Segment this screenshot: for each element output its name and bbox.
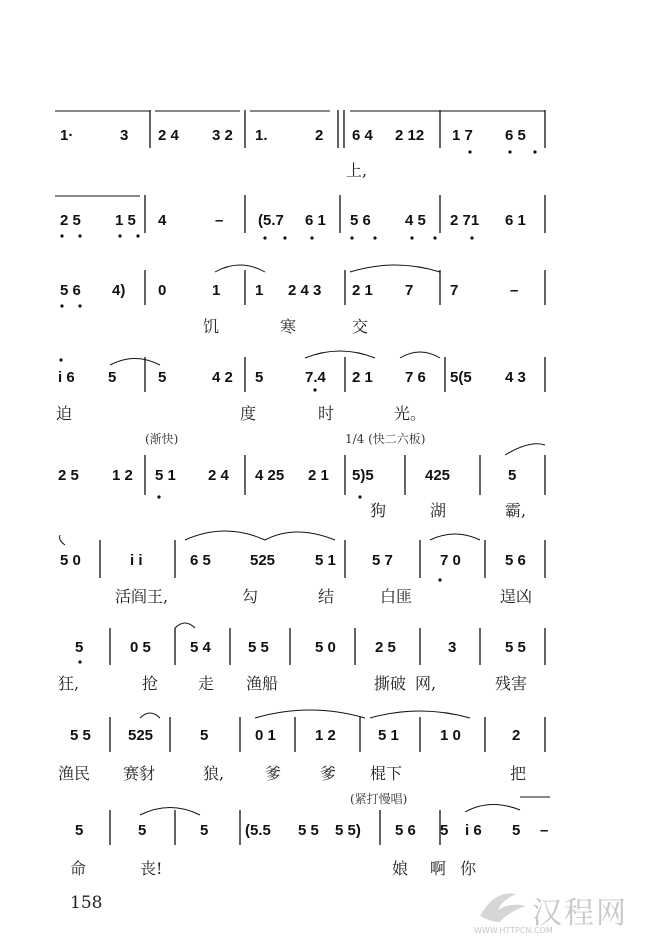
- note: 4 3: [505, 369, 526, 386]
- note: 2 5: [375, 639, 396, 656]
- note: 5 5: [70, 727, 91, 744]
- note: 5: [440, 822, 449, 839]
- note: 3 2: [212, 127, 233, 144]
- note: i 6: [58, 369, 75, 386]
- note: 1 5: [115, 212, 136, 229]
- performance-marking: (紧打慢唱): [350, 792, 408, 806]
- note: 5: [255, 369, 264, 386]
- note: 6 1: [305, 212, 326, 229]
- note: 5 4: [190, 639, 211, 656]
- tempo-marking: (渐快): [145, 432, 179, 446]
- note: 1·: [60, 127, 74, 144]
- note: 7 0: [440, 552, 461, 569]
- lyric: 霸,: [505, 501, 527, 520]
- jianpu-notes: [58, 127, 548, 839]
- note: 2 5: [60, 212, 81, 229]
- lyric: 勾: [242, 587, 259, 606]
- lyric: 渔船: [246, 674, 279, 693]
- note: 5 1: [315, 552, 336, 569]
- note: 5 0: [60, 552, 81, 569]
- note: 2 71: [450, 212, 480, 229]
- lyric: 抢: [142, 674, 159, 693]
- lyric: 走: [198, 674, 215, 693]
- note: 2 4: [208, 467, 229, 484]
- note: 6 5: [190, 552, 211, 569]
- note: 5 5): [335, 822, 361, 839]
- note: 2 1: [352, 282, 373, 299]
- note: 425: [425, 467, 451, 484]
- note: –: [215, 212, 224, 229]
- watermark: [468, 882, 638, 940]
- note: 5 6: [505, 552, 526, 569]
- note: 2 4 3: [288, 282, 322, 299]
- lyric: 娘: [392, 859, 409, 878]
- note: 2: [512, 727, 521, 744]
- note: –: [510, 282, 519, 299]
- note: 2 12: [395, 127, 425, 144]
- watermark-text: 汉程网: [532, 896, 628, 931]
- note: 5 1: [155, 467, 176, 484]
- lyric: 把: [510, 764, 527, 783]
- lyric: 网,: [415, 674, 437, 693]
- note: 2: [315, 127, 324, 144]
- note: 1: [255, 282, 264, 299]
- note: 5: [108, 369, 117, 386]
- note: 5: [138, 822, 147, 839]
- note: 5 5: [298, 822, 319, 839]
- note: (5.7: [258, 212, 284, 229]
- note: 3: [448, 639, 457, 656]
- lyric: 赛豺: [123, 764, 156, 783]
- lyric: 撕破: [374, 674, 407, 693]
- note: 5 1: [378, 727, 399, 744]
- note: 5 6: [395, 822, 416, 839]
- note: 1 7: [452, 127, 473, 144]
- lyric: 结: [318, 587, 335, 606]
- note: –: [540, 822, 549, 839]
- note: 6 5: [505, 127, 526, 144]
- note: 5 6: [350, 212, 371, 229]
- lyric: 爹: [265, 764, 282, 783]
- lyric: 棍下: [370, 764, 403, 783]
- lyric: 寒: [280, 317, 297, 336]
- lyric: 迫: [56, 404, 73, 423]
- note: 5: [512, 822, 521, 839]
- lyric: 狼,: [203, 764, 225, 783]
- lyric: 湖: [430, 501, 447, 520]
- lyric: 狗: [370, 501, 387, 520]
- note: 5 5: [248, 639, 269, 656]
- lyric: 饥: [203, 317, 220, 336]
- lyric: 丧!: [140, 859, 163, 878]
- note: 4 2: [212, 369, 233, 386]
- note: 1 2: [112, 467, 133, 484]
- note: 4 25: [255, 467, 285, 484]
- lyric: 残害: [495, 674, 528, 693]
- note: 4 5: [405, 212, 426, 229]
- note: 7: [405, 282, 414, 299]
- page-number: 158: [70, 893, 103, 913]
- note: 5)5: [352, 467, 374, 484]
- note: 7 6: [405, 369, 426, 386]
- note: 5: [200, 727, 209, 744]
- note: 5: [75, 822, 84, 839]
- lyric: 交: [352, 317, 369, 336]
- lyric: 白匪: [380, 587, 413, 606]
- note: 5: [200, 822, 209, 839]
- note: 5: [158, 369, 167, 386]
- note: i i: [130, 552, 143, 569]
- lyric: 你: [460, 859, 477, 878]
- watermark-logo-icon: [476, 886, 532, 926]
- note: 6 4: [352, 127, 373, 144]
- note: 1 0: [440, 727, 461, 744]
- tempo-marking: 1/4 (快二六板): [345, 432, 426, 446]
- note: 3: [120, 127, 129, 144]
- watermark-url: WWW.HTTPCN.COM: [474, 926, 553, 935]
- note: 5 5: [505, 639, 526, 656]
- note: 4: [158, 212, 167, 229]
- note: i 6: [465, 822, 482, 839]
- lyric: 度: [240, 404, 257, 423]
- note: 0 1: [255, 727, 276, 744]
- note: 5 0: [315, 639, 336, 656]
- lyric: 狂,: [58, 674, 80, 693]
- note: 2 4: [158, 127, 179, 144]
- note: 525: [128, 727, 154, 744]
- lyric: 活阎王,: [115, 587, 169, 606]
- note: 7: [450, 282, 459, 299]
- lyric: 上,: [346, 161, 368, 180]
- lyric: 时: [318, 404, 335, 423]
- note: 2 1: [352, 369, 373, 386]
- note: 5: [508, 467, 517, 484]
- note: 0: [158, 282, 167, 299]
- note: 5 6: [60, 282, 81, 299]
- note: 1 2: [315, 727, 336, 744]
- note: 5(5: [450, 369, 472, 386]
- note: 4): [112, 282, 126, 299]
- note: 7.4: [305, 369, 326, 386]
- lyric: 爹: [320, 764, 337, 783]
- note: 0 5: [130, 639, 151, 656]
- note: 1: [212, 282, 221, 299]
- note: 2 5: [58, 467, 79, 484]
- note: 5: [75, 639, 84, 656]
- lyric: 光。: [394, 404, 427, 423]
- note: 1.: [255, 127, 268, 144]
- note: (5.5: [245, 822, 271, 839]
- note: 2 1: [308, 467, 329, 484]
- lyric: 渔民: [58, 764, 91, 783]
- lyric: 逞凶: [500, 587, 533, 606]
- lyric: 啊: [430, 859, 447, 878]
- note: 525: [250, 552, 276, 569]
- note: 5 7: [372, 552, 393, 569]
- note: 6 1: [505, 212, 526, 229]
- lyric: 命: [70, 859, 87, 878]
